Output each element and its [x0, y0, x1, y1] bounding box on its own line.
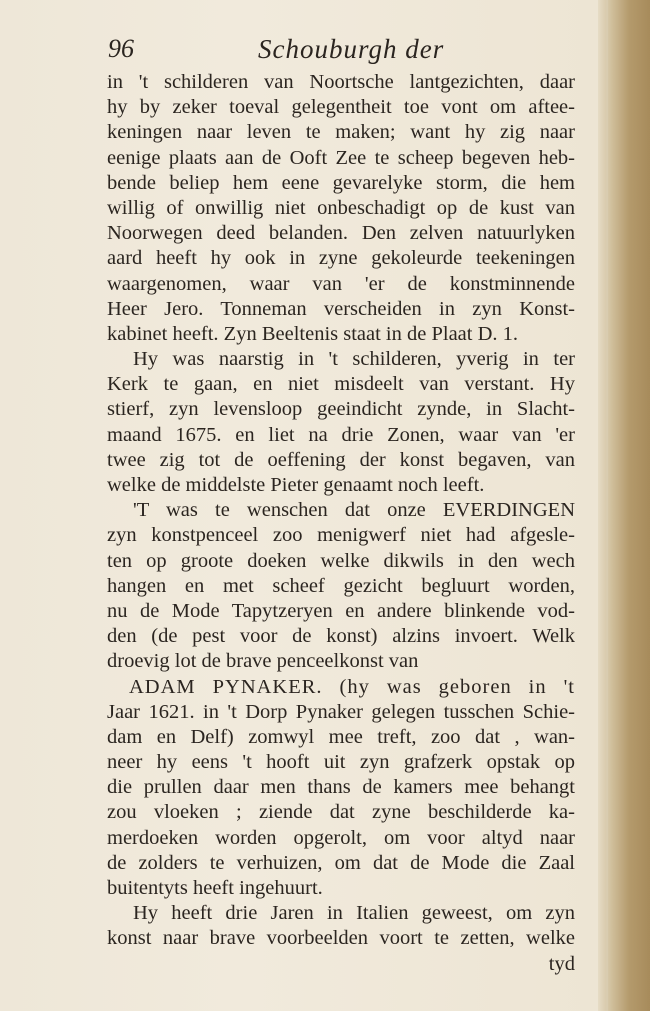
text-line: dam en Delf) zomwyl mee treft, zoo dat , wan- [107, 725, 575, 748]
text-line: Noorwegen deed belanden. Den zelven natuurlyken [107, 222, 575, 245]
text-line: merdoeken worden opgerolt, om voor altyd naar [107, 826, 575, 849]
text-line: willig of onwillig niet onbeschadigt op de kust van [107, 196, 575, 219]
text-line: die prullen daar men thans de kamers mee behangt [107, 776, 575, 799]
text-line: Hy heeft drie Jaren in Italien geweest, om zyn [133, 902, 575, 925]
text-line: hy by zeker toeval gelegentheit toe vont om aftee- [107, 96, 575, 119]
text-line: hangen en met scheef gezicht begluurt worden, [107, 574, 575, 597]
text-line: kabinet heeft. Zyn Beeltenis staat in de Plaat D. 1. [107, 322, 519, 345]
text-line: konst naar brave voorbeelden voort te zetten, welke [107, 927, 575, 950]
text-line: den (de pest voor de konst) alzins invoert. Welk [107, 625, 575, 648]
text-line: Kerk te gaan, en niet misdeelt van verstant. Hy [107, 373, 575, 396]
text-line: keningen naar leven te maken; want hy zig naar [107, 121, 575, 144]
text-line: Heer Jero. Tonneman verscheiden in zyn Konst- [107, 297, 575, 320]
text-line: welke de middelste Pieter genaamt noch leeft. [107, 474, 485, 496]
text-line: nu de Mode Tapytzeryen en andere blinkende vod- [107, 599, 575, 622]
text-line: maand 1675. en liet na drie Zonen, waar van 'er [107, 423, 575, 446]
text-line: zyn konstpenceel zoo menigwerf niet had afgesle- [107, 524, 575, 547]
spine-edge [606, 0, 608, 1011]
text-line: twee zig tot de oeffening der konst begaven, van [107, 448, 575, 471]
body-text [107, 70, 575, 977]
text-line: eenige plaats aan de Ooft Zee te scheep begeven heb- [107, 146, 575, 169]
text-line: droevig lot de brave penceelkonst van [107, 650, 419, 673]
running-title: Schouburgh der [258, 34, 445, 64]
text-line: in 't schilderen van Noortsche lantgezichten, daar [107, 71, 575, 93]
text-line: waargenomen, waar van 'er de konstminnende [107, 272, 575, 295]
text-line: 'T was te wenschen dat onze EVERDINGEN [133, 499, 575, 522]
text-line: Jaar 1621. in 't Dorp Pynaker gelegen tusschen Schie- [107, 700, 575, 723]
text-line: neer hy eens 't hooft uit zyn grafzerk opstak op [107, 751, 575, 774]
text-line: buitentyts heeft ingehuurt. [107, 877, 323, 899]
catchword: tyd [548, 952, 575, 975]
text-line: Hy was naarstig in 't schilderen, yverig in ter [133, 348, 575, 371]
page-number: 96 [108, 34, 134, 63]
text-line: ADAM PYNAKER. (hy was geboren in 't [129, 675, 575, 698]
text-line: zou vloeken ; ziende dat zyne beschilderde ka- [107, 801, 575, 824]
text-line: ten op groote doeken welke dikwils in den wech [107, 549, 575, 572]
text-line: stierf, zyn levensloop geeindicht zynde, in Slacht- [107, 398, 575, 421]
text-line: aard heeft hy ook in zyne gekoleurde teekeningen [107, 247, 575, 270]
page-header [108, 34, 578, 70]
text-line: de zolders te verhuizen, om dat de Mode die Zaal [107, 851, 575, 874]
text-line: bende beliep hem eene gevarelyke storm, die hem [107, 171, 575, 194]
